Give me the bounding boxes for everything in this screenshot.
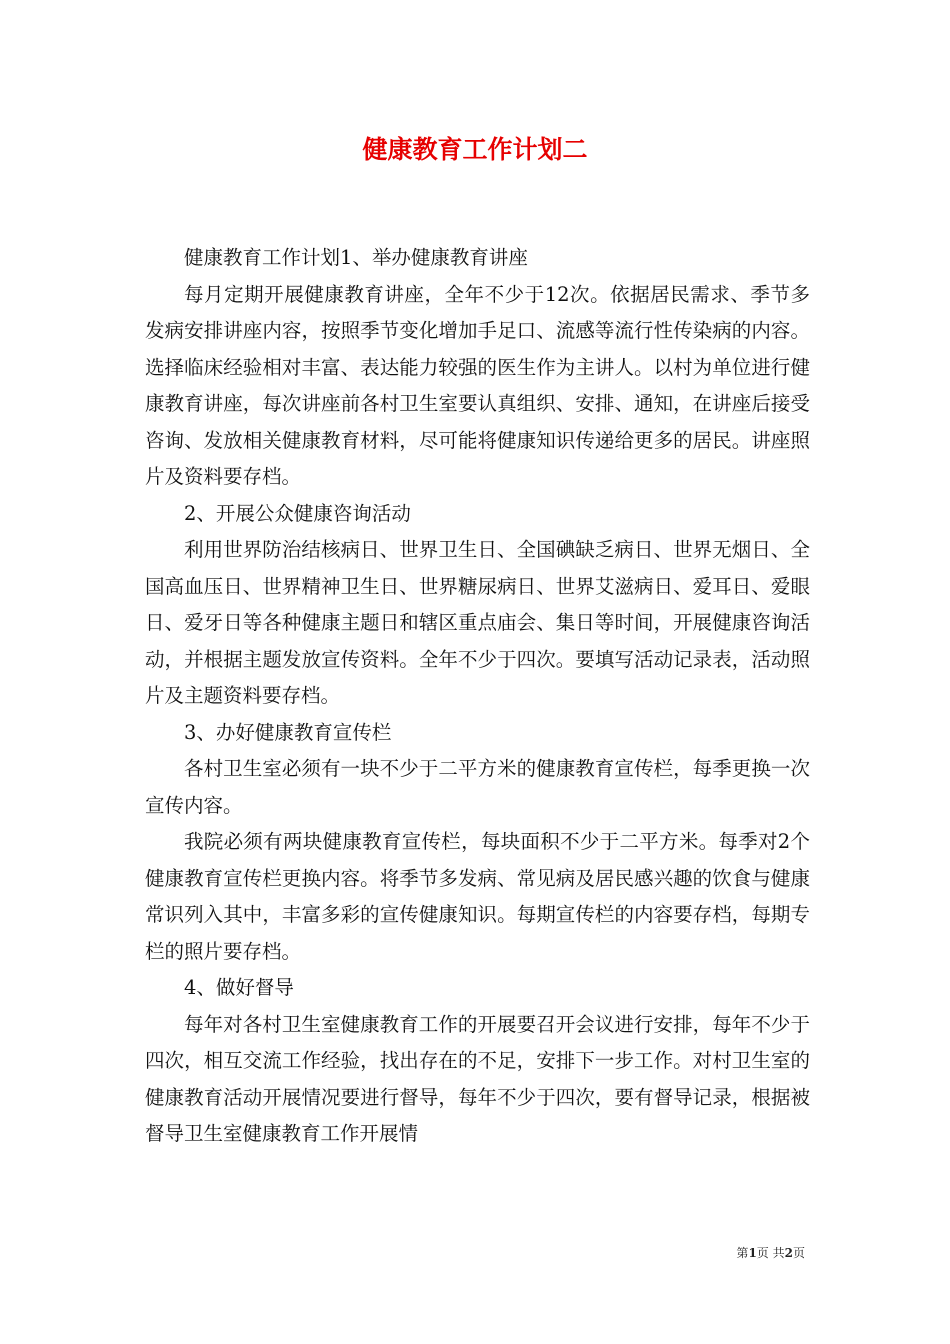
footer-current-page: 1 [748,1246,757,1260]
document-body [145,240,810,1153]
section-3-paragraph-2: 我院必须有两块健康教育宣传栏，每块面积不少于二平方米。每季对2个健康教育宣传栏更换内容。将季节多发病、常见病及居民感兴趣的饮食与健康常识列入其中，丰富多彩的宣传健康知识。每期宣传栏的内容要存档，每期专栏的照片要存档。 [145,830,810,963]
section-2-paragraph: 利用世界防治结核病日、世界卫生日、全国碘缺乏病日、世界无烟日、全国高血压日、世界精神卫生日、世界糖尿病日、世界艾滋病日、爱耳日、爱眼日、爱牙日等各种健康主题日和辖区重点庙会、集日等时间，开展健康咨询活动，并根据主题发放宣传资料。全年不少于四次。要填写活动记录表，活动照片及主题资料要存档。 [145,538,810,707]
section-4-heading: 4、做好督导 [184,976,294,999]
section-4-paragraph: 每年对各村卫生室健康教育工作的开展要召开会议进行安排，每年不少于四次，相互交流工作经验，找出存在的不足，安排下一步工作。对村卫生室的健康教育活动开展情况要进行督导，每年不少于四次，要有督导记录，根据被督导卫生室健康教育工作开展情 [145,1012,810,1145]
section-2-heading: 2、开展公众健康咨询活动 [184,501,411,525]
footer-suffix: 页 [792,1246,805,1260]
page-footer [736,1245,805,1261]
section-3-paragraph-1: 各村卫生室必须有一块不少于二平方米的健康教育宣传栏，每季更换一次宣传内容。 [145,757,810,817]
footer-total-pages: 2 [784,1246,793,1260]
section-3-heading: 3、办好健康教育宣传栏 [184,720,392,744]
footer-prefix: 第 [736,1246,749,1260]
section-1-paragraph: 每月定期开展健康教育讲座，全年不少于12次。依据居民需求、季节多发病安排讲座内容，按照季节变化增加手足口、流感等流行性传染病的内容。选择临床经验相对丰富、表达能力较强的医生作为主讲人。以村为单位进行健康教育讲座，每次讲座前各村卫生室要认真组织、安排、通知，在讲座后接受咨询、发放相关健康教育材料，尽可能将健康知识传递给更多的居民。讲座照片及资料要存档。 [145,282,810,488]
footer-middle: 页 共 [756,1246,785,1260]
page-title: 健康教育工作计划二 [362,135,588,164]
section-1-heading: 健康教育工作计划1、举办健康教育讲座 [184,246,528,269]
